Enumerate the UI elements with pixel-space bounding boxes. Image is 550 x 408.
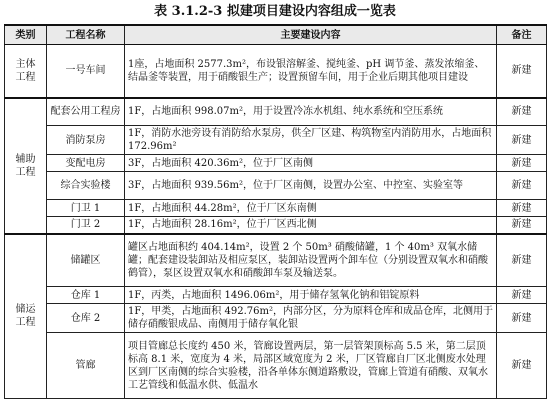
note-cell: 新建 <box>497 172 547 200</box>
content-cell: 1F，甲类，占地面积 492.76m²，内部分区，分为原料仓库和成品仓库，北侧用于储存硝酸银成品、南侧用于储存氧化银 <box>125 304 497 333</box>
note-cell: 新建 <box>497 200 547 217</box>
content-cell: 1F，占地面积 998.07m²，用于设置冷冻水机组、纯水系统和空压系统 <box>125 98 497 126</box>
note-cell: 新建 <box>497 333 547 399</box>
header-category: 类别 <box>5 25 47 45</box>
project-name-cell: 门卫 1 <box>47 200 125 217</box>
project-name-cell: 消防泵房 <box>47 126 125 155</box>
table-row <box>5 333 547 399</box>
note-cell: 新建 <box>497 45 547 98</box>
content-cell: 1座，占地面积 2577.3m²，布设银溶解釜、搅纯釜、pH 调节釜、蒸发浓缩釜、结晶釜等装置，用于硝酸银生产；设置预留车间，用于企业后期其他项目建设 <box>125 45 497 98</box>
project-name-cell: 配套公用工程房 <box>47 98 125 126</box>
content-cell: 项目管廊总长度约 450 米，管廊设置两层，第一层管架顶标高 5.5 米，第二层顶标高 8.1 米，宽度为 4 米，局部区域宽度为 2 米，厂区管廊自厂区北侧废水处理区到厂区南侧的综合实验楼，沿各单体东侧道路敷设，管廊上管道有硝酸、双氧水工艺管线和低温水供、低温水 <box>125 333 497 399</box>
project-name-cell: 储罐区 <box>47 234 125 287</box>
note-cell: 新建 <box>497 126 547 155</box>
note-cell: 新建 <box>497 98 547 126</box>
table-header-row <box>5 25 547 45</box>
note-cell: 新建 <box>497 217 547 234</box>
project-name-cell: 综合实验楼 <box>47 172 125 200</box>
content-cell: 3F，占地面积 939.56m²，位于厂区南侧，设置办公室、中控室、实验室等 <box>125 172 497 200</box>
category-cell: 储运 工程 <box>5 234 47 399</box>
project-name-cell: 仓库 1 <box>47 287 125 304</box>
content-cell: 3F，占地面积 420.36m²，位于厂区南侧 <box>125 155 497 172</box>
table-body <box>5 45 547 399</box>
project-name-cell: 变配电房 <box>47 155 125 172</box>
table-row <box>5 45 547 98</box>
content-cell: 罐区占地面积约 404.14m²，设置 2 个 50m³ 硝酸储罐，1 个 40m³ 双氧水储罐；配套建设装卸站及相应泵区，装卸站设置两个卸车位（分别设置双氧水和硝酸鹤管），泵区设置双氧水和硝酸卸车泵及输送泵。 <box>125 234 497 287</box>
note-cell: 新建 <box>497 234 547 287</box>
table-row <box>5 98 547 126</box>
note-cell: 新建 <box>497 155 547 172</box>
content-cell: 1F，占地面积 28.16m²，位于厂区西北侧 <box>125 217 497 234</box>
table-row <box>5 126 547 155</box>
table-title: 表 3.1.2-3 拟建项目建设内容组成一览表 <box>154 4 396 19</box>
header-note: 备注 <box>497 25 547 45</box>
header-project-name: 工程名称 <box>47 25 125 45</box>
category-cell: 辅助 工程 <box>5 98 47 234</box>
project-name-cell: 门卫 2 <box>47 217 125 234</box>
table-row <box>5 234 547 287</box>
table-row <box>5 155 547 172</box>
header-main-content: 主要建设内容 <box>125 25 497 45</box>
content-cell: 1F，消防水池旁设有消防给水泵房，供全厂区建、构筑物室内消防用水，占地面积 172.96m² <box>125 126 497 155</box>
note-cell: 新建 <box>497 304 547 333</box>
table-row <box>5 304 547 333</box>
project-name-cell: 一号车间 <box>47 45 125 98</box>
table-row <box>5 217 547 234</box>
project-composition-table <box>4 24 547 399</box>
project-name-cell: 仓库 2 <box>47 304 125 333</box>
project-name-cell: 管廊 <box>47 333 125 399</box>
table-row <box>5 287 547 304</box>
table-row <box>5 172 547 200</box>
category-cell: 主体 工程 <box>5 45 47 98</box>
note-cell: 新建 <box>497 287 547 304</box>
content-cell: 1F，丙类，占地面积 1496.06m²，用于储存氢氧化钠和铝锭原料 <box>125 287 497 304</box>
content-cell: 1F，占地面积 44.28m²，位于厂区东南侧 <box>125 200 497 217</box>
table-row <box>5 200 547 217</box>
